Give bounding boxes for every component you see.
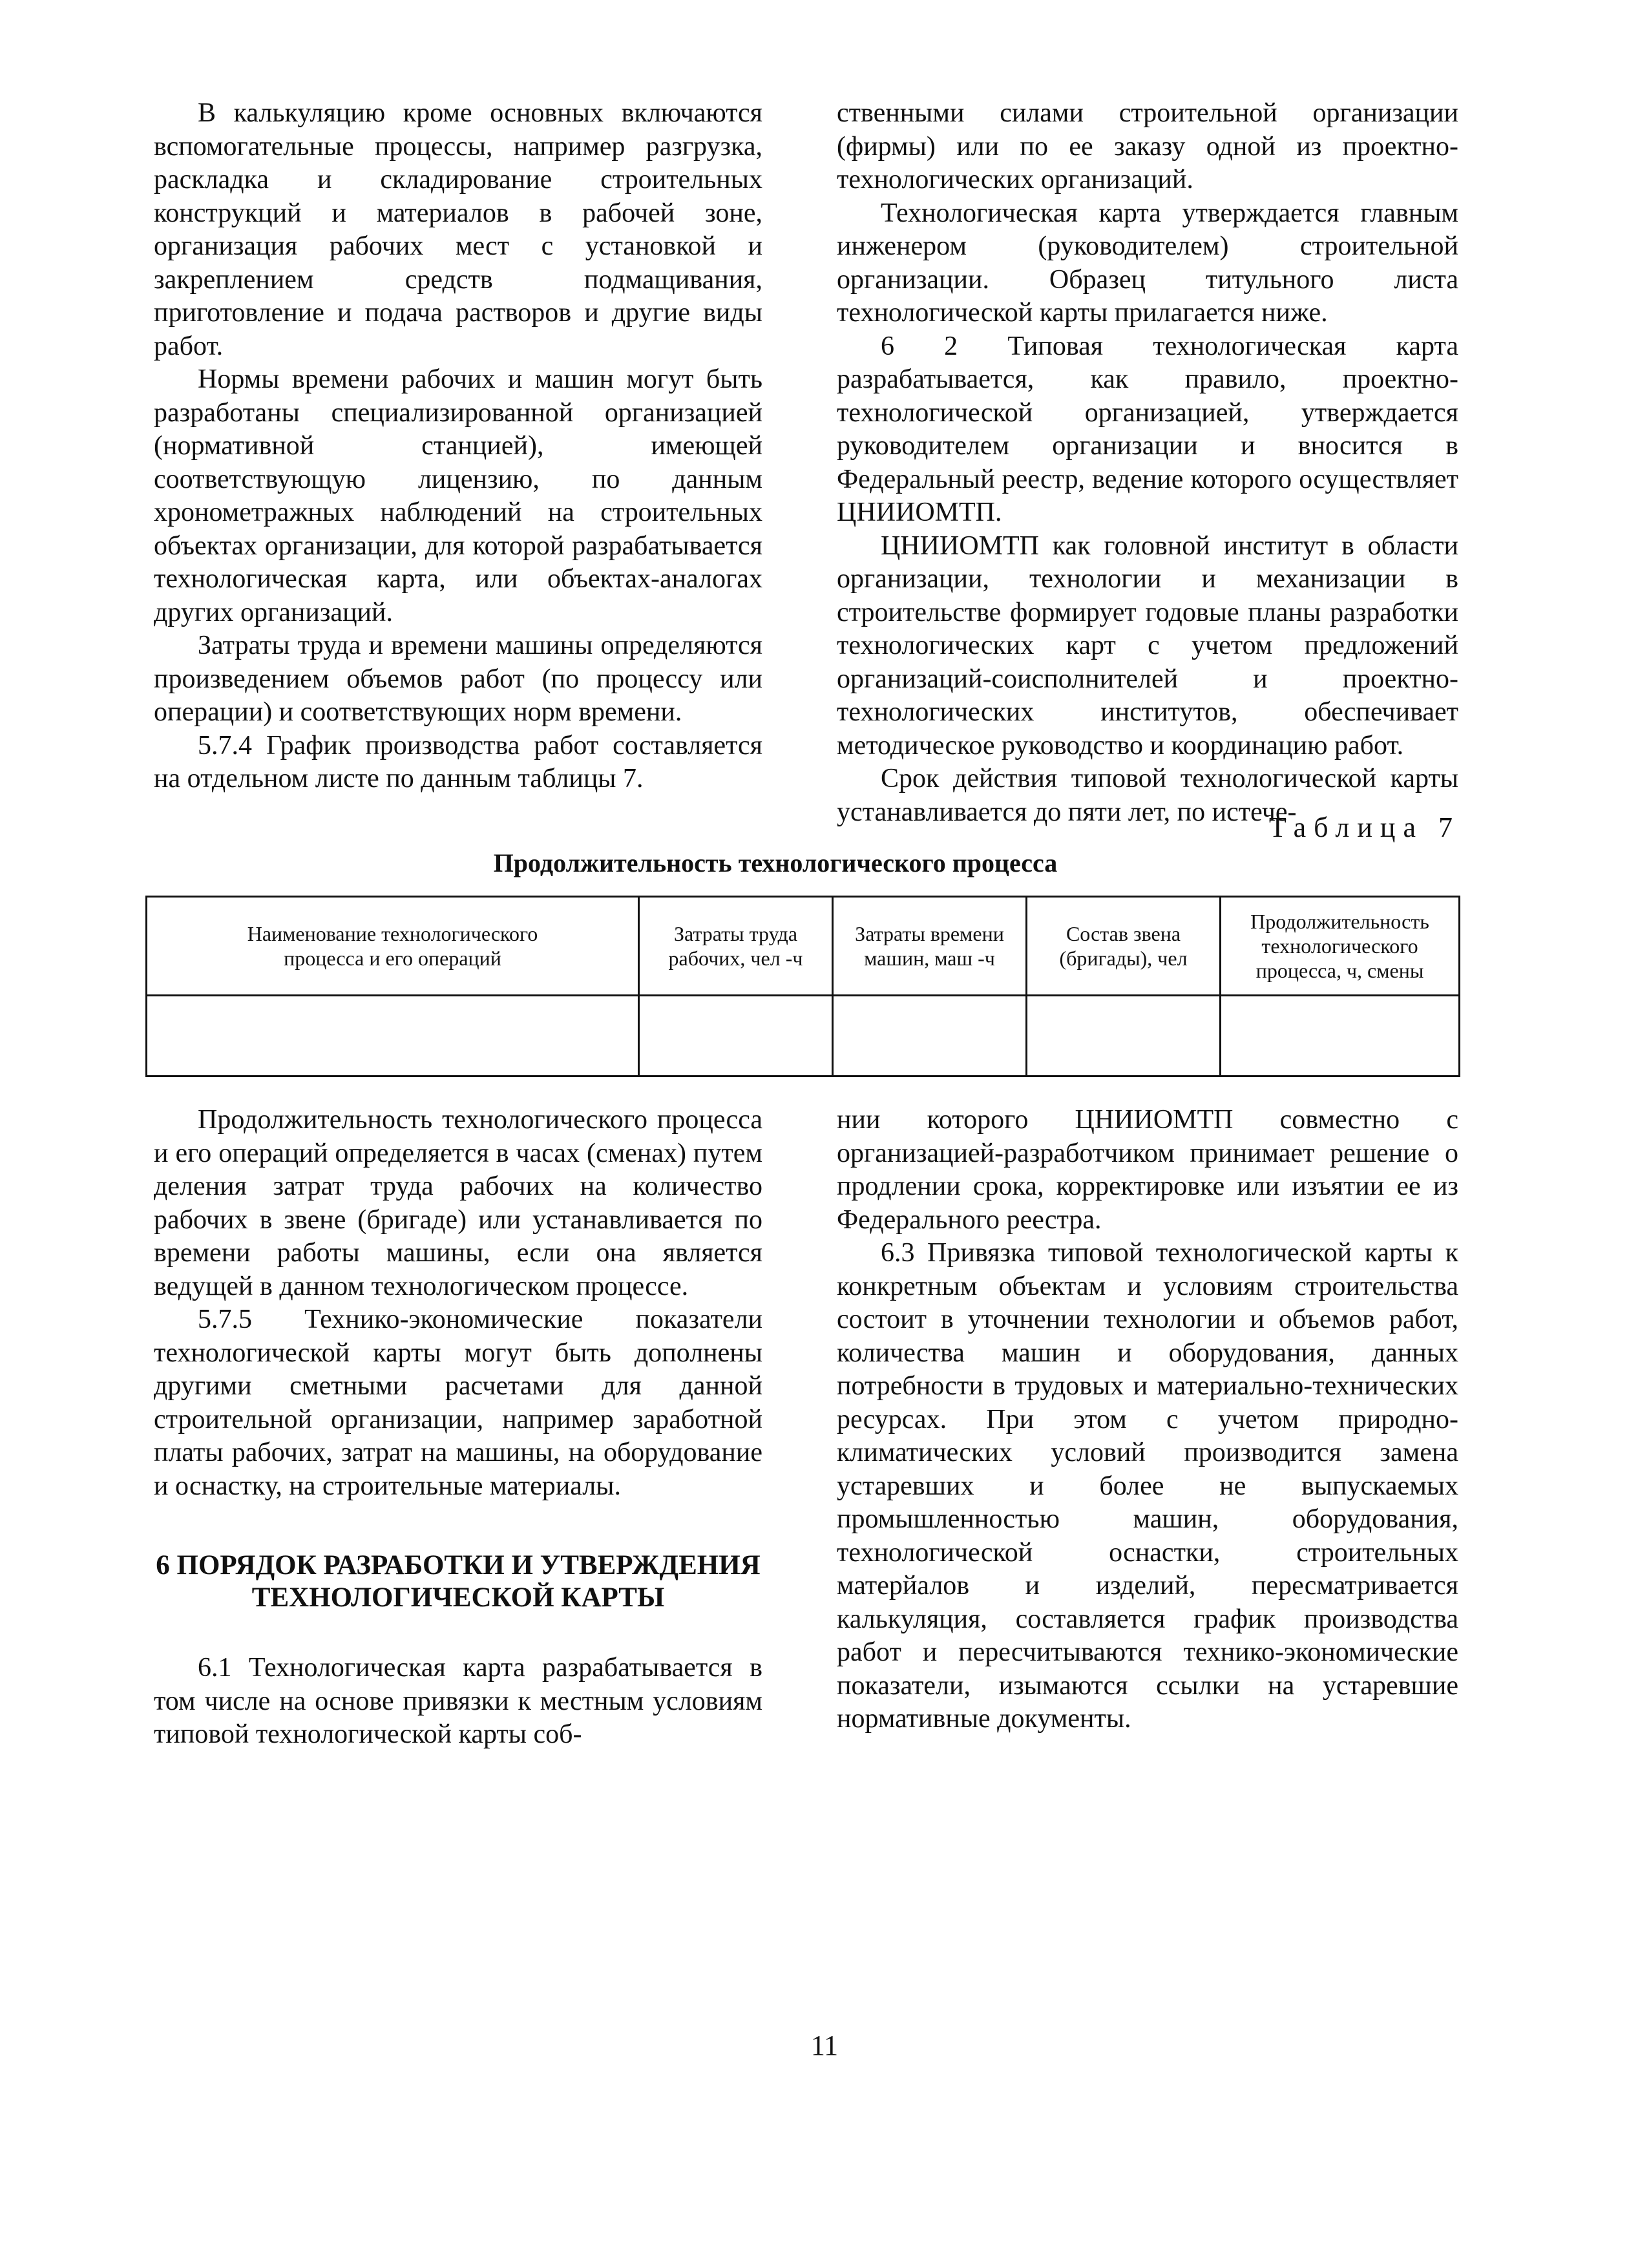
paragraph: 6.1 Технологическая карта разрабатывается в том числе на основе привязки к местным условиям типовой технологической карты соб-	[154, 1653, 762, 1749]
paragraph: 6 2 Типовая технологическая карта разрабатывается, как правило, проектно-технологической организацией, утверждается руководителем организации и вносится в Федеральный реестр, ведение которого осуществляет ЦНИИОМТП.	[837, 331, 1458, 527]
paragraph: ственными силами строительной организации (фирмы) или по ее заказу одной из проектно-технологических организаций.	[837, 98, 1458, 194]
duration-table	[145, 896, 1460, 1077]
paragraph: Продолжительность технологического процесса и его операций определяется в часах (сменах) путем деления затрат труда рабочих на количество рабочих в звене (бригаде) или устанавливается по времени работы машины, если она является ведущей в данном технологическом процессе.	[154, 1105, 762, 1301]
paragraph: нии которого ЦНИИОМТП совместно с организацией-разработчиком принимает решение о продлении срока, корректировке или изъятии ее из Федерального реестра.	[837, 1105, 1458, 1235]
table-label: Таблица 7	[1268, 812, 1460, 843]
paragraph: 5.7.4 График производства работ составляется на отдельном листе по данным таблицы 7.	[154, 730, 762, 793]
table-cell	[1027, 996, 1221, 1076]
text-column-top-right	[837, 97, 1458, 829]
page-number: 11	[810, 2030, 839, 2061]
paragraph: Срок действия типовой технологической карты устанавливается до пяти лет, по истече-	[837, 764, 1458, 827]
table-row	[147, 996, 1460, 1076]
table-cell	[639, 996, 833, 1076]
table-cell	[833, 996, 1027, 1076]
paragraph: 6.3 Привязка типовой технологической карты к конкретным объектам и условиям строительства состоит в уточнении технологии и объемов работ, количества машин и оборудования, данных потребности в трудовых и материально-технических ресурсах. При этом с учетом природно-климатических условий производится замена устаревших и более не выпускаемых промышленностью машин, оборудования, технологической оснастки, строительных матерйалов и изделий, пересматривается калькуляция, составляется график производства работ и пересчитываются технико-экономические показатели, изымаются ссылки на устаревшие нормативные документы.	[837, 1238, 1458, 1734]
section-heading	[154, 1549, 762, 1614]
table-header-cell: Затраты труда рабочих, чел -ч	[639, 897, 833, 996]
text-column-bottom-right	[837, 1104, 1458, 1736]
paragraph: 5.7.5 Технико-экономические показатели технологической карты могут быть дополнены другими сметными расчетами для данной строительной организации, например заработной платы рабочих, затрат на машины, на оборудование и оснастку, на строительные материалы.	[154, 1305, 762, 1501]
paragraph: Нормы времени рабочих и машин могут быть разработаны специализированной организацией (нормативной станцией), имеющей соответствующую лицензию, по данным хронометражных наблюдений на строительных объектах организации, для которой разрабатывается технологическая карта, или объектах-аналогах других организаций.	[154, 364, 762, 627]
paragraph: ЦНИИОМТП как головной институт в области организации, технологии и механизации в строительстве формирует годовые планы разработки технологических карт с учетом предложений организаций-соисполнителей и проектно-технологических институтов, обеспечивает методическое руководство и координацию работ.	[837, 530, 1458, 761]
paragraph: Затраты труда и времени машины определяются произведением объемов работ (по процессу или операции) и соответствующих норм времени.	[154, 631, 762, 727]
table-header-row	[147, 897, 1460, 996]
section-heading-line: 6 ПОРЯДОК РАЗРАБОТКИ И УТВЕРЖДЕНИЯ	[156, 1550, 761, 1580]
paragraph: Технологическая карта утверждается главным инженером (руководителем) строительной организации. Образец титульного листа технологической карты прилагается ниже.	[837, 198, 1458, 328]
table-cell	[1221, 996, 1460, 1076]
text-column-top-left	[154, 97, 762, 796]
table-header-cell: Продолжительность технологического процесса, ч, смены	[1221, 897, 1460, 996]
table-header-cell: Затраты времени машин, маш -ч	[833, 897, 1027, 996]
table-header-cell: Наименование технологического процесса и его операций	[147, 897, 639, 996]
table-cell	[147, 996, 639, 1076]
table-header-cell: Состав звена (бригады), чел	[1027, 897, 1221, 996]
text-column-bottom-left	[154, 1104, 762, 1752]
section-heading-line: ТЕХНОЛОГИЧЕСКОЙ КАРТЫ	[251, 1582, 665, 1613]
table-title: Продолжительность технологического процесса	[493, 848, 1058, 877]
paragraph: В калькуляцию кроме основных включаются вспомогательные процессы, например разгрузка, раскладка и складирование строительных конструкций и материалов в рабочей зоне, организация рабочих мест с установкой и закреплением средств подмащивания, приготовление и подача растворов и другие виды работ.	[154, 98, 762, 361]
